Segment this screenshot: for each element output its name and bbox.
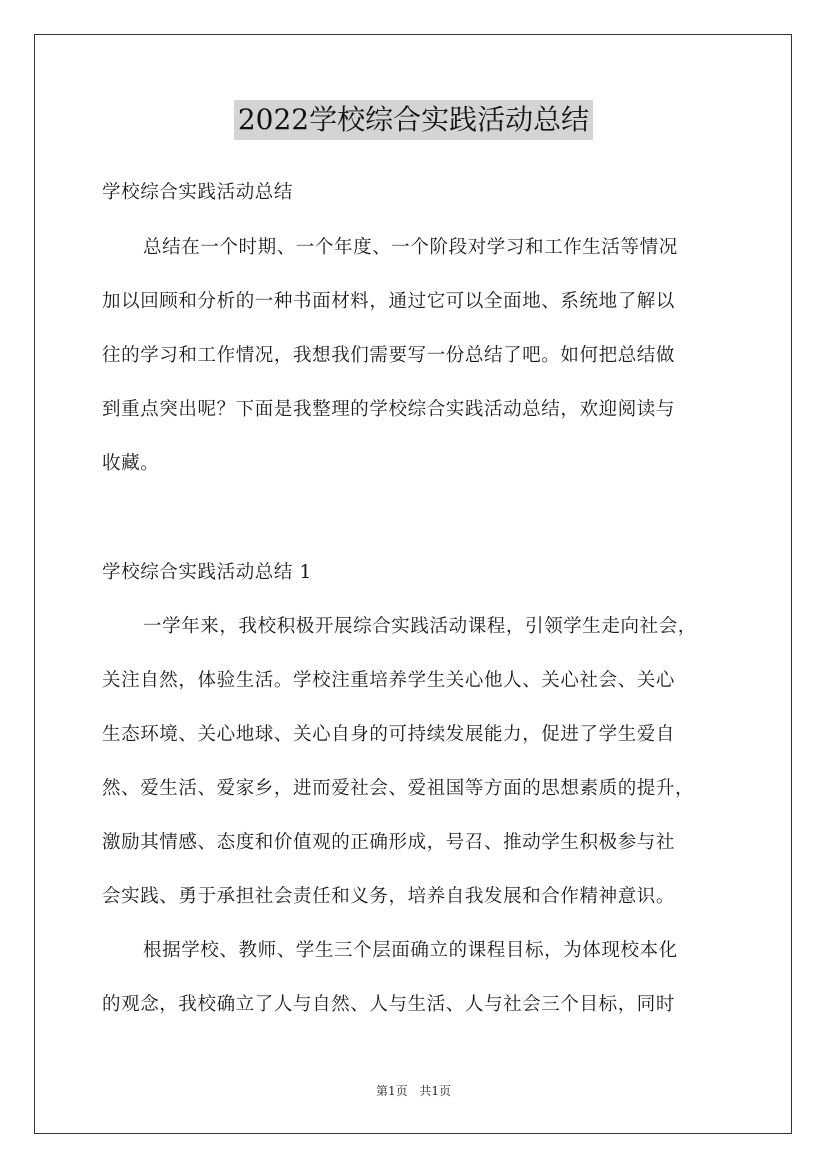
section-heading: 学校综合实践活动总结 1 bbox=[102, 562, 312, 583]
paragraph-line: 生态环境、关心地球、关心自身的可持续发展能力，促进了学生爱自 bbox=[102, 724, 676, 745]
paragraph-line: 会实践、勇于承担社会责任和义务，培养自我发展和合作精神意识。 bbox=[102, 886, 676, 907]
paragraph-line: 激励其情感、态度和价值观的正确形成，号召、推动学生积极参与社 bbox=[102, 832, 676, 853]
page-number: 第1页 bbox=[375, 1084, 408, 1098]
paragraph-line: 往的学习和工作情况，我想我们需要写一份总结了吧。如何把总结做 bbox=[102, 345, 676, 366]
paragraph-line: 到重点突出呢？下面是我整理的学校综合实践活动总结，欢迎阅读与 bbox=[102, 399, 676, 420]
page-total: 共1页 bbox=[419, 1084, 452, 1098]
paragraph-line: 加以回顾和分析的一种书面材料，通过它可以全面地、系统地了解以 bbox=[102, 291, 676, 312]
paragraph-line: 收藏。 bbox=[102, 453, 160, 474]
section-heading: 学校综合实践活动总结 bbox=[102, 182, 294, 203]
document-title: 2022学校综合实践活动总结 bbox=[234, 100, 593, 140]
page-footer bbox=[0, 1083, 827, 1099]
title-wrapper bbox=[0, 100, 827, 140]
paragraph-line: 的观念，我校确立了人与自然、人与生活、人与社会三个目标，同时 bbox=[102, 994, 676, 1015]
paragraph-line: 一学年来，我校积极开展综合实践活动课程，引领学生走向社会， bbox=[143, 616, 697, 637]
paragraph-line: 根据学校、教师、学生三个层面确立的课程目标，为体现校本化 bbox=[143, 940, 678, 961]
paragraph-line: 总结在一个时期、一个年度、一个阶段对学习和工作生活等情况 bbox=[143, 237, 678, 258]
paragraph-line: 然、爱生活、爱家乡，进而爱社会、爱祖国等方面的思想素质的提升， bbox=[102, 778, 695, 799]
paragraph-line: 关注自然，体验生活。学校注重培养学生关心他人、关心社会、关心 bbox=[102, 670, 676, 691]
